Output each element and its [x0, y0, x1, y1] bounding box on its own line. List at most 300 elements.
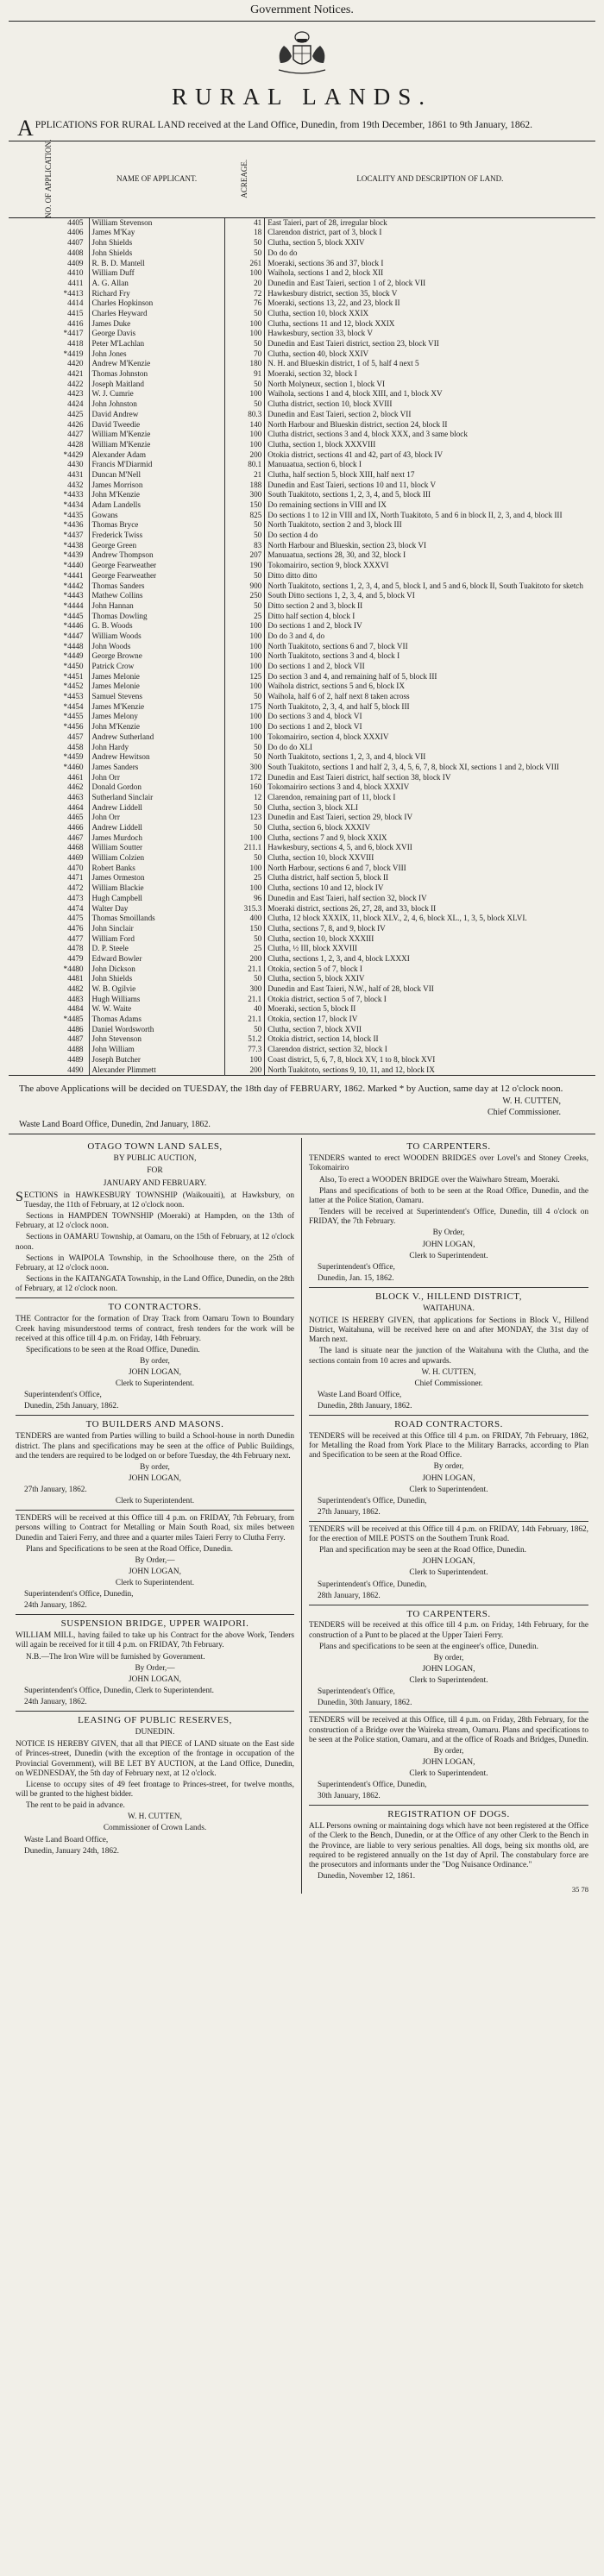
cell-locality: Otokia district, section 5 of 7, block I: [267, 994, 387, 1003]
cell-application-number: 4470: [9, 864, 89, 874]
table-row: [9, 500, 595, 511]
notice-title: BLOCK V., HILLEND DISTRICT,: [375, 1291, 522, 1302]
cell-acreage: 21.1: [224, 995, 265, 1005]
cell-locality: Moeraki district, sections 26, 27, 28, and 33, block II: [267, 903, 437, 913]
cell-application-number: 4423: [9, 389, 89, 399]
cell-application-number: 4489: [9, 1055, 89, 1065]
cell-applicant-name: John Orr: [89, 813, 224, 823]
cell-applicant-name: William Ford: [89, 934, 224, 945]
cell-applicant-name: John Orr: [89, 773, 224, 783]
table-row: [9, 692, 595, 702]
cell-acreage: 21.1: [224, 1015, 265, 1025]
notice-title: REGISTRATION OF DOGS.: [387, 1809, 510, 1820]
cell-application-number: 4468: [9, 843, 89, 853]
cell-locality: Hawkesbury, sections 4, 5, and 6, block XVII: [267, 843, 412, 852]
cell-application-number: 4487: [9, 1034, 89, 1045]
waireka-bridge-notice: [309, 1716, 588, 1801]
applications-table-body: [9, 217, 595, 1075]
cell-applicant-name: John Jones: [89, 349, 224, 360]
divider: [16, 1614, 294, 1615]
notice-title: SUSPENSION BRIDGE, UPPER WAIPORI.: [60, 1618, 249, 1630]
cell-locality: Tokomairiro sections 3 and 4, block XXXIV: [267, 782, 410, 792]
table-row: [9, 995, 595, 1005]
signer-name: JOHN LOGAN,: [422, 1240, 475, 1249]
cell-acreage: 76: [224, 298, 265, 309]
cell-locality: North Tuakitoto, 2, 3, 4, and half 5, block III: [267, 701, 410, 711]
cell-locality: Clarendon district, section 32, block I: [267, 1045, 387, 1054]
cell-application-number: 4420: [9, 359, 89, 369]
cell-locality: North Harbour and Blueskin, section 23, block VI: [267, 540, 427, 550]
cell-applicant-name: R. B. D. Mantell: [89, 259, 224, 269]
notice-paragraph: TENDERS wanted to erect WOODEN BRIDGES over Lovel's and Stoney Creeks, Tokomairiro: [309, 1154, 588, 1173]
cell-applicant-name: James Duke: [89, 319, 224, 330]
table-row: [9, 520, 595, 531]
left-column: [9, 1138, 302, 1894]
notice-columns: [9, 1138, 595, 1894]
notice-paragraph: TENDERS will be received at this Office, till 4 p.m. on Friday, 28th February, for the construction of a Bridge over the Waireka stream, Oamaru. Plans and specifications to be seen at the Police station, Oamaru, and at the office of Roads and Bridges, Dunedin.: [309, 1716, 588, 1744]
notice-paragraph: The rent to be paid in advance.: [26, 1801, 125, 1811]
cell-application-number: *4434: [9, 500, 89, 511]
cell-applicant-name: Samuel Stevens: [89, 692, 224, 702]
cell-locality: Clutha, sections 11 and 12, block XXIX: [267, 318, 395, 328]
notice-paragraph: Plans and specifications to be seen at the engineer's office, Dunedin.: [319, 1642, 538, 1651]
notice-subtitle: DUNEDIN.: [135, 1727, 175, 1737]
cell-locality: North Tuakitoto, sections 9, 10, 11, and 12, block IX: [267, 1065, 435, 1074]
cell-acreage: 200: [224, 954, 265, 964]
cell-application-number: *4451: [9, 672, 89, 682]
cell-application-number: *4452: [9, 682, 89, 692]
cell-acreage: 900: [224, 581, 265, 592]
cell-application-number: *4460: [9, 763, 89, 773]
signer-title: Chief Commissioner.: [414, 1379, 483, 1388]
hillend-block-notice: [309, 1291, 588, 1411]
cell-application-number: 4483: [9, 995, 89, 1005]
by-order: By Order,—: [135, 1555, 175, 1565]
table-row: [9, 914, 595, 924]
notice-date: 30th January, 1862.: [318, 1792, 381, 1801]
cell-application-number: 4465: [9, 813, 89, 823]
cell-locality: Moeraki, sections 13, 22, and 23, block II: [267, 298, 400, 308]
cell-locality: Do remaining sections in VIII and IX: [267, 500, 387, 509]
cell-applicant-name: John Johnston: [89, 399, 224, 410]
signer-name: JOHN LOGAN,: [422, 1665, 475, 1674]
notice-date: Dunedin, January 24th, 1862.: [24, 1846, 119, 1856]
cell-applicant-name: Patrick Crow: [89, 662, 224, 672]
cell-applicant-name: James Morrison: [89, 481, 224, 491]
cell-locality: Ditto section 2 and 3, block II: [267, 600, 363, 610]
cell-application-number: *4443: [9, 591, 89, 601]
cell-acreage: 150: [224, 500, 265, 511]
notice-paragraph: Tenders will be received at Superintendent's Office, Dunedin, till 4 o'clock on FRIDAY, the 7th February.: [309, 1208, 588, 1227]
cell-applicant-name: David Tweedie: [89, 420, 224, 430]
cell-acreage: 100: [224, 642, 265, 652]
cell-acreage: 41: [224, 217, 265, 228]
cell-locality: Clutha, section 10, block XXXIII: [267, 933, 374, 943]
cell-application-number: 4486: [9, 1025, 89, 1035]
table-row: [9, 481, 595, 491]
cell-application-number: 4471: [9, 873, 89, 883]
cell-application-number: 4431: [9, 470, 89, 481]
table-row: [9, 1065, 595, 1076]
cell-acreage: 50: [224, 803, 265, 814]
gazette-page: [9, 0, 595, 1894]
cell-applicant-name: John Dickson: [89, 964, 224, 975]
intro-drop-cap: A: [17, 116, 34, 141]
cell-application-number: *4445: [9, 612, 89, 622]
town-land-sales-notice: [16, 1141, 294, 1294]
table-row: [9, 682, 595, 692]
road-contractors-notice: [309, 1419, 588, 1517]
table-row: [9, 621, 595, 631]
cell-acreage: 50: [224, 823, 265, 833]
table-row: [9, 773, 595, 783]
cell-application-number: 4421: [9, 369, 89, 380]
cell-applicant-name: Walter Day: [89, 904, 224, 914]
table-row: [9, 399, 595, 410]
table-row: [9, 651, 595, 662]
cell-locality: Moeraki, section 5, block II: [267, 1004, 356, 1014]
cell-applicant-name: James Ormeston: [89, 873, 224, 883]
cell-applicant-name: Joseph Butcher: [89, 1055, 224, 1065]
cell-application-number: *4438: [9, 541, 89, 551]
cell-applicant-name: John Woods: [89, 642, 224, 652]
cell-locality: Dunedin and East Taieri, section 2, block VII: [267, 409, 412, 418]
cell-locality: Moeraki, section 32, block I: [267, 369, 357, 379]
cell-application-number: 4432: [9, 481, 89, 491]
table-row: [9, 631, 595, 642]
cell-acreage: 100: [224, 712, 265, 722]
table-row: [9, 662, 595, 672]
cell-applicant-name: Andrew Liddell: [89, 823, 224, 833]
table-row: [9, 1015, 595, 1025]
cell-locality: Clutha, sections 1, 2, 3, and 4, block LXXXI: [267, 953, 410, 963]
contractors-notice: [16, 1302, 294, 1411]
notice-date: 24th January, 1862.: [24, 1601, 87, 1611]
cell-application-number: 4476: [9, 924, 89, 934]
cell-locality: Moeraki, sections 36 and 37, block I: [267, 258, 384, 267]
cell-acreage: 25: [224, 944, 265, 954]
table-row: [9, 1034, 595, 1045]
cell-locality: East Taieri, part of 28, irregular block: [267, 217, 387, 227]
cell-applicant-name: John Shields: [89, 238, 224, 248]
notice-office: Waste Land Board Office,: [318, 1391, 402, 1400]
cell-applicant-name: John M'Kenzie: [89, 490, 224, 500]
cell-acreage: 50: [224, 520, 265, 531]
divider: [16, 1415, 294, 1416]
cell-application-number: 4462: [9, 782, 89, 793]
cell-acreage: 50: [224, 752, 265, 763]
table-row: [9, 259, 595, 269]
cell-acreage: 300: [224, 763, 265, 773]
cell-locality: Coast district, 5, 6, 7, 8, block XV, 1 to 8, block XVI: [267, 1054, 436, 1064]
table-row: [9, 803, 595, 814]
section-title: RURAL LANDS.: [171, 83, 432, 110]
cell-applicant-name: George Browne: [89, 651, 224, 662]
table-row: [9, 369, 595, 380]
cell-acreage: 50: [224, 974, 265, 984]
notice-paragraph: TENDERS will be received at this Office till 4 p.m. on FRIDAY, 7th February, 1862, for Metalling the Road from York Place to the Military Barracks, according to Plan and Specification to be seen at the Road Office.: [309, 1431, 588, 1461]
cell-applicant-name: James Melonie: [89, 672, 224, 682]
table-row: [9, 732, 595, 743]
cell-locality: South Ditto sections 1, 2, 3, 4, and 5, block VI: [267, 591, 415, 600]
cell-locality: Waihola district, sections 5 and 6, block IX: [267, 682, 405, 691]
signer-name: JOHN LOGAN,: [129, 1568, 181, 1577]
notice-date: Dunedin, Jan. 15, 1862.: [318, 1273, 394, 1283]
cell-application-number: 4457: [9, 732, 89, 743]
cell-locality: Do section 3 and 4, and remaining half of 5, block III: [267, 671, 437, 681]
notice-paragraph: Sections in WAIPOLA Township, in the Schoolhouse there, on the 25th of February, at 12 o'clock noon.: [16, 1253, 294, 1272]
cell-acreage: 100: [224, 319, 265, 330]
cell-locality: Tokomairiro, section 9, block XXXVI: [267, 561, 389, 570]
cell-acreage: 315.3: [224, 904, 265, 914]
cell-application-number: 4424: [9, 399, 89, 410]
table-row: [9, 279, 595, 289]
cell-application-number: *4453: [9, 692, 89, 702]
cell-applicant-name: John Hardy: [89, 743, 224, 753]
cell-acreage: 188: [224, 481, 265, 491]
cell-application-number: *4454: [9, 702, 89, 713]
notice-title: OTAGO TOWN LAND SALES,: [87, 1141, 223, 1153]
cell-locality: Do sections 1 and 2, block VI: [267, 722, 362, 732]
cell-acreage: 50: [224, 1025, 265, 1035]
cell-application-number: *4448: [9, 642, 89, 652]
table-row: [9, 833, 595, 844]
by-order: By order,: [433, 1746, 464, 1756]
cell-locality: Clutha, section 6, block XXXIV: [267, 823, 371, 832]
cell-application-number: 4405: [9, 217, 89, 228]
cell-locality: Do sections 1 to 12 in VIII and IX, North Tuakitoto, 5 and 6 in block II, 2, 3, and 4, block III: [267, 510, 563, 519]
notice-paragraph: ALL Persons owning or maintaining dogs which have not been registered at the Office of the Clerk to the Bench, Dunedin, or at the Office of any other Clerk to the Bench in the Province, are liable to very serious penalties. All dogs, being six months old, are required to be registered annually on the 1st day of April. The constabulary force are the prosecutors and informants under the "Dog Nuisance Ordinance.": [309, 1822, 588, 1869]
cell-applicant-name: Hugh Campbell: [89, 894, 224, 904]
notice-office: Superintendent's Office, Dunedin,: [318, 1580, 427, 1589]
cell-locality: Clutha district, sections 3 and 4, block XXX, and 3 same block: [267, 430, 468, 439]
cell-acreage: 50: [224, 571, 265, 581]
table-row: [9, 864, 595, 874]
folio-number: 35 78: [571, 1884, 588, 1894]
cell-applicant-name: G. B. Woods: [89, 621, 224, 631]
cell-locality: North Molyneux, section 1, block VI: [267, 379, 386, 388]
notice-title: TO CARPENTERS.: [406, 1141, 491, 1153]
cell-application-number: 4474: [9, 904, 89, 914]
notice-office: Superintendent's Office,: [318, 1262, 395, 1272]
cell-application-number: 4478: [9, 944, 89, 954]
notice-subtitle: BY PUBLIC AUCTION,: [113, 1154, 197, 1164]
cell-acreage: 175: [224, 702, 265, 713]
wooden-bridges-notice: [309, 1141, 588, 1283]
table-row: [9, 612, 595, 622]
cell-application-number: 4472: [9, 883, 89, 894]
cell-applicant-name: Francis M'Diarmid: [89, 460, 224, 470]
decision-notice: The above Applications will be decided on TUESDAY, the 18th day of FEBRUARY, 1862. Marked * by Auction, same day at 12 o'clock noon.: [19, 1084, 563, 1095]
cell-acreage: 100: [224, 389, 265, 399]
by-order: By order,: [433, 1653, 464, 1662]
signer-name: JOHN LOGAN,: [129, 1674, 181, 1684]
cell-applicant-name: John Shields: [89, 974, 224, 984]
cell-application-number: 4427: [9, 430, 89, 440]
cell-locality: North Tuakitoto, sections 1, 2, 3, and 4, block VII: [267, 752, 426, 762]
cell-locality: Clutha, sections 10 and 12, block IV: [267, 883, 384, 893]
cell-acreage: 51.2: [224, 1034, 265, 1045]
notice-paragraph: TENDERS are wanted from Parties willing to build a School-house in north Dunedin district. The plans and specifications may be seen at the office of Public Buildings, and the tenders are required to be lodged on or before Tuesday, the 4th February next.: [16, 1432, 294, 1461]
dog-registration-notice: [309, 1809, 588, 1882]
cell-locality: Do section 4 do: [267, 531, 318, 540]
cell-application-number: 4409: [9, 259, 89, 269]
cell-acreage: 50: [224, 339, 265, 349]
table-row: [9, 722, 595, 732]
table-row: [9, 591, 595, 601]
cell-application-number: 4461: [9, 773, 89, 783]
cell-applicant-name: George Fearweather: [89, 571, 224, 581]
cell-application-number: 4484: [9, 1004, 89, 1015]
cell-application-number: 4406: [9, 228, 89, 238]
cell-applicant-name: Charles Hopkinson: [89, 298, 224, 309]
notice-paragraph: The land is situate near the junction of the Waitahuna with the Clutha, and the sections contain from 10 acres and upwards.: [309, 1347, 588, 1366]
notice-paragraph: Plans and Specifications to be seen at the Road Office, Dunedin.: [26, 1544, 233, 1554]
table-row: [9, 359, 595, 369]
cell-applicant-name: Alexander Adam: [89, 450, 224, 461]
table-row: [9, 823, 595, 833]
cell-locality: Hawkesbury district, section 35, block V: [267, 288, 398, 298]
signer-name: JOHN LOGAN,: [422, 1473, 475, 1483]
column-header-acreage: ACREAGE.: [224, 141, 265, 217]
table-row: [9, 389, 595, 399]
cell-locality: Clutha, half section 5, block XIII, half next 17: [267, 469, 415, 479]
table-row: [9, 964, 595, 975]
divider: [309, 1287, 588, 1288]
by-order: By order,: [140, 1357, 170, 1367]
table-row: [9, 873, 595, 883]
cell-applicant-name: Charles Heyward: [89, 309, 224, 319]
punt-carpenters-notice: [309, 1609, 588, 1709]
cell-application-number: *4459: [9, 752, 89, 763]
notice-title: LEASING OF PUBLIC RESERVES,: [78, 1715, 232, 1726]
cell-applicant-name: A. G. Allan: [89, 279, 224, 289]
cell-applicant-name: David Andrew: [89, 410, 224, 420]
notice-paragraph: NOTICE IS HEREBY GIVEN, that all that PIECE of LAND situate on the East side of Princes-street, Dunedin (with the exception of the frontage in occupation of the Provincial Government), will BE LET BY AUCTION, at the Land Office, Dunedin, on WEDNESDAY, the 5th day of February next, at 12 o'clock.: [16, 1740, 294, 1778]
cell-applicant-name: Adam Landells: [89, 500, 224, 511]
commissioner-signature: [9, 1096, 561, 1118]
cell-acreage: 50: [224, 238, 265, 248]
signer-title: Clerk to Superintendent.: [409, 1676, 488, 1686]
divider: [16, 1711, 294, 1712]
table-row: [9, 924, 595, 934]
cell-applicant-name: James Melonie: [89, 682, 224, 692]
cell-locality: North Tuakitoto, sections 1, 2, 3, 4, and 5, block I, and 5 and 6, block II, South Tuakitoto for sketch: [267, 581, 583, 590]
cell-locality: Clutha, section 40, block XXIV: [267, 349, 369, 358]
cell-application-number: *4450: [9, 662, 89, 672]
table-row: [9, 944, 595, 954]
cell-applicant-name: Sutherland Sinclair: [89, 793, 224, 803]
cell-application-number: 4430: [9, 460, 89, 470]
cell-acreage: 50: [224, 531, 265, 541]
cell-application-number: 4426: [9, 420, 89, 430]
notice-office: Waste Land Board Office,: [24, 1835, 109, 1844]
cell-locality: Clutha, sections 7, 8, and 9, block IV: [267, 923, 386, 933]
notice-office: Superintendent's Office, Dunedin,: [318, 1781, 427, 1790]
signer-title: Clerk to Superintendent.: [409, 1568, 488, 1578]
cell-applicant-name: Thomas Bryce: [89, 520, 224, 531]
cell-application-number: 4479: [9, 954, 89, 964]
cell-applicant-name: James Melony: [89, 712, 224, 722]
notice-paragraph: Sections in the KAITANGATA Township, in the Land Office, Dunedin, on the 28th of February, at 12 o'clock noon.: [16, 1275, 294, 1294]
cell-application-number: 4477: [9, 934, 89, 945]
cell-application-number: 4425: [9, 410, 89, 420]
cell-locality: Manuaatua, sections 28, 30, and 32, block I: [267, 550, 406, 560]
notice-paragraph: TENDERS will be received at this Office till 4 p.m. on FRIDAY, 7th February, from persons willing to Contract for Metalling or Main South Road, six miles between Dunedin and Taieri Ferry, and three and a quarter miles Taieri Ferry to Clutha Ferry.: [16, 1514, 294, 1542]
cell-applicant-name: Mathew Collins: [89, 591, 224, 601]
signer-name: JOHN LOGAN,: [129, 1474, 181, 1484]
cell-application-number: 4458: [9, 743, 89, 753]
cell-applicant-name: Thomas Adams: [89, 1015, 224, 1025]
table-row: [9, 309, 595, 319]
signer-title: Clerk to Superintendent.: [115, 1497, 195, 1506]
cell-application-number: 4418: [9, 339, 89, 349]
cell-applicant-name: William Soutter: [89, 843, 224, 853]
cell-locality: North Harbour and Blueskin district, section 24, block II: [267, 419, 448, 429]
issuing-office: Waste Land Board Office, Dunedin, 2nd January, 1862.: [19, 1120, 211, 1130]
cell-application-number: *4447: [9, 631, 89, 642]
leasing-reserves-notice: [16, 1715, 294, 1857]
cell-acreage: 100: [224, 651, 265, 662]
table-row: [9, 268, 595, 279]
table-row: [9, 1055, 595, 1065]
cell-acreage: 100: [224, 621, 265, 631]
cell-applicant-name: Alexander Plimmett: [89, 1065, 224, 1076]
cell-applicant-name: John Shields: [89, 248, 224, 259]
notice-paragraph: THE Contractor for the formation of Dray Track from Oamaru Town to Boundary Creek having misunderstood terms of contract, fresh tenders for the work will be received at this office till 4 p.m. on Friday, 14th February.: [16, 1315, 294, 1343]
table-row: [9, 450, 595, 461]
signer-title: Clerk to Superintendent.: [409, 1251, 488, 1260]
cell-locality: Clutha, section 10, block XXVIII: [267, 853, 374, 863]
notice-date: Dunedin, November 12, 1861.: [318, 1871, 416, 1881]
cell-application-number: 4416: [9, 319, 89, 330]
cell-locality: Ditto ditto ditto: [267, 570, 318, 580]
cell-applicant-name: D. P. Steele: [89, 944, 224, 954]
cell-application-number: 4488: [9, 1045, 89, 1055]
cell-acreage: 100: [224, 430, 265, 440]
notice-paragraph: TENDERS will be received at this Office till 4 p.m. on FRIDAY, 14th February, 1862, for the erection of MILE POSTS on the Southern Trunk Road.: [309, 1524, 588, 1543]
cell-acreage: 50: [224, 743, 265, 753]
signer-name: JOHN LOGAN,: [129, 1368, 181, 1378]
cell-locality: Hawkesbury, section 33, block V: [267, 329, 373, 338]
notice-subtitle: FOR: [147, 1166, 163, 1176]
notice-date: 28th January, 1862.: [318, 1591, 381, 1600]
table-row: [9, 763, 595, 773]
cell-acreage: 150: [224, 924, 265, 934]
cell-locality: Clutha, 12 block XXXIX, 11, block XLV., 2, 4, 6, block XL., 1, 3, 5, block XLVI.: [267, 914, 527, 923]
table-row: [9, 329, 595, 339]
cell-applicant-name: Thomas Johnston: [89, 369, 224, 380]
cell-application-number: 4473: [9, 894, 89, 904]
cell-applicant-name: John Hannan: [89, 601, 224, 612]
cell-application-number: *4456: [9, 722, 89, 732]
cell-acreage: 100: [224, 682, 265, 692]
cell-applicant-name: Thomas Smoillands: [89, 914, 224, 924]
cell-application-number: *4436: [9, 520, 89, 531]
cell-applicant-name: William M'Kenzie: [89, 430, 224, 440]
table-row: [9, 984, 595, 995]
cell-acreage: 50: [224, 934, 265, 945]
cell-locality: Clutha, section 1, block XXXVIII: [267, 439, 376, 449]
cell-applicant-name: Andrew Thompson: [89, 550, 224, 561]
cell-locality: South Tuakitoto, sections 1, 2, 3, 4, and 5, block III: [267, 490, 431, 499]
metalling-tenders-notice: [16, 1514, 294, 1611]
cell-locality: Do do do: [267, 248, 298, 257]
cell-applicant-name: Andrew M'Kenzie: [89, 359, 224, 369]
table-row: [9, 894, 595, 904]
table-row: [9, 238, 595, 248]
table-row: [9, 440, 595, 450]
